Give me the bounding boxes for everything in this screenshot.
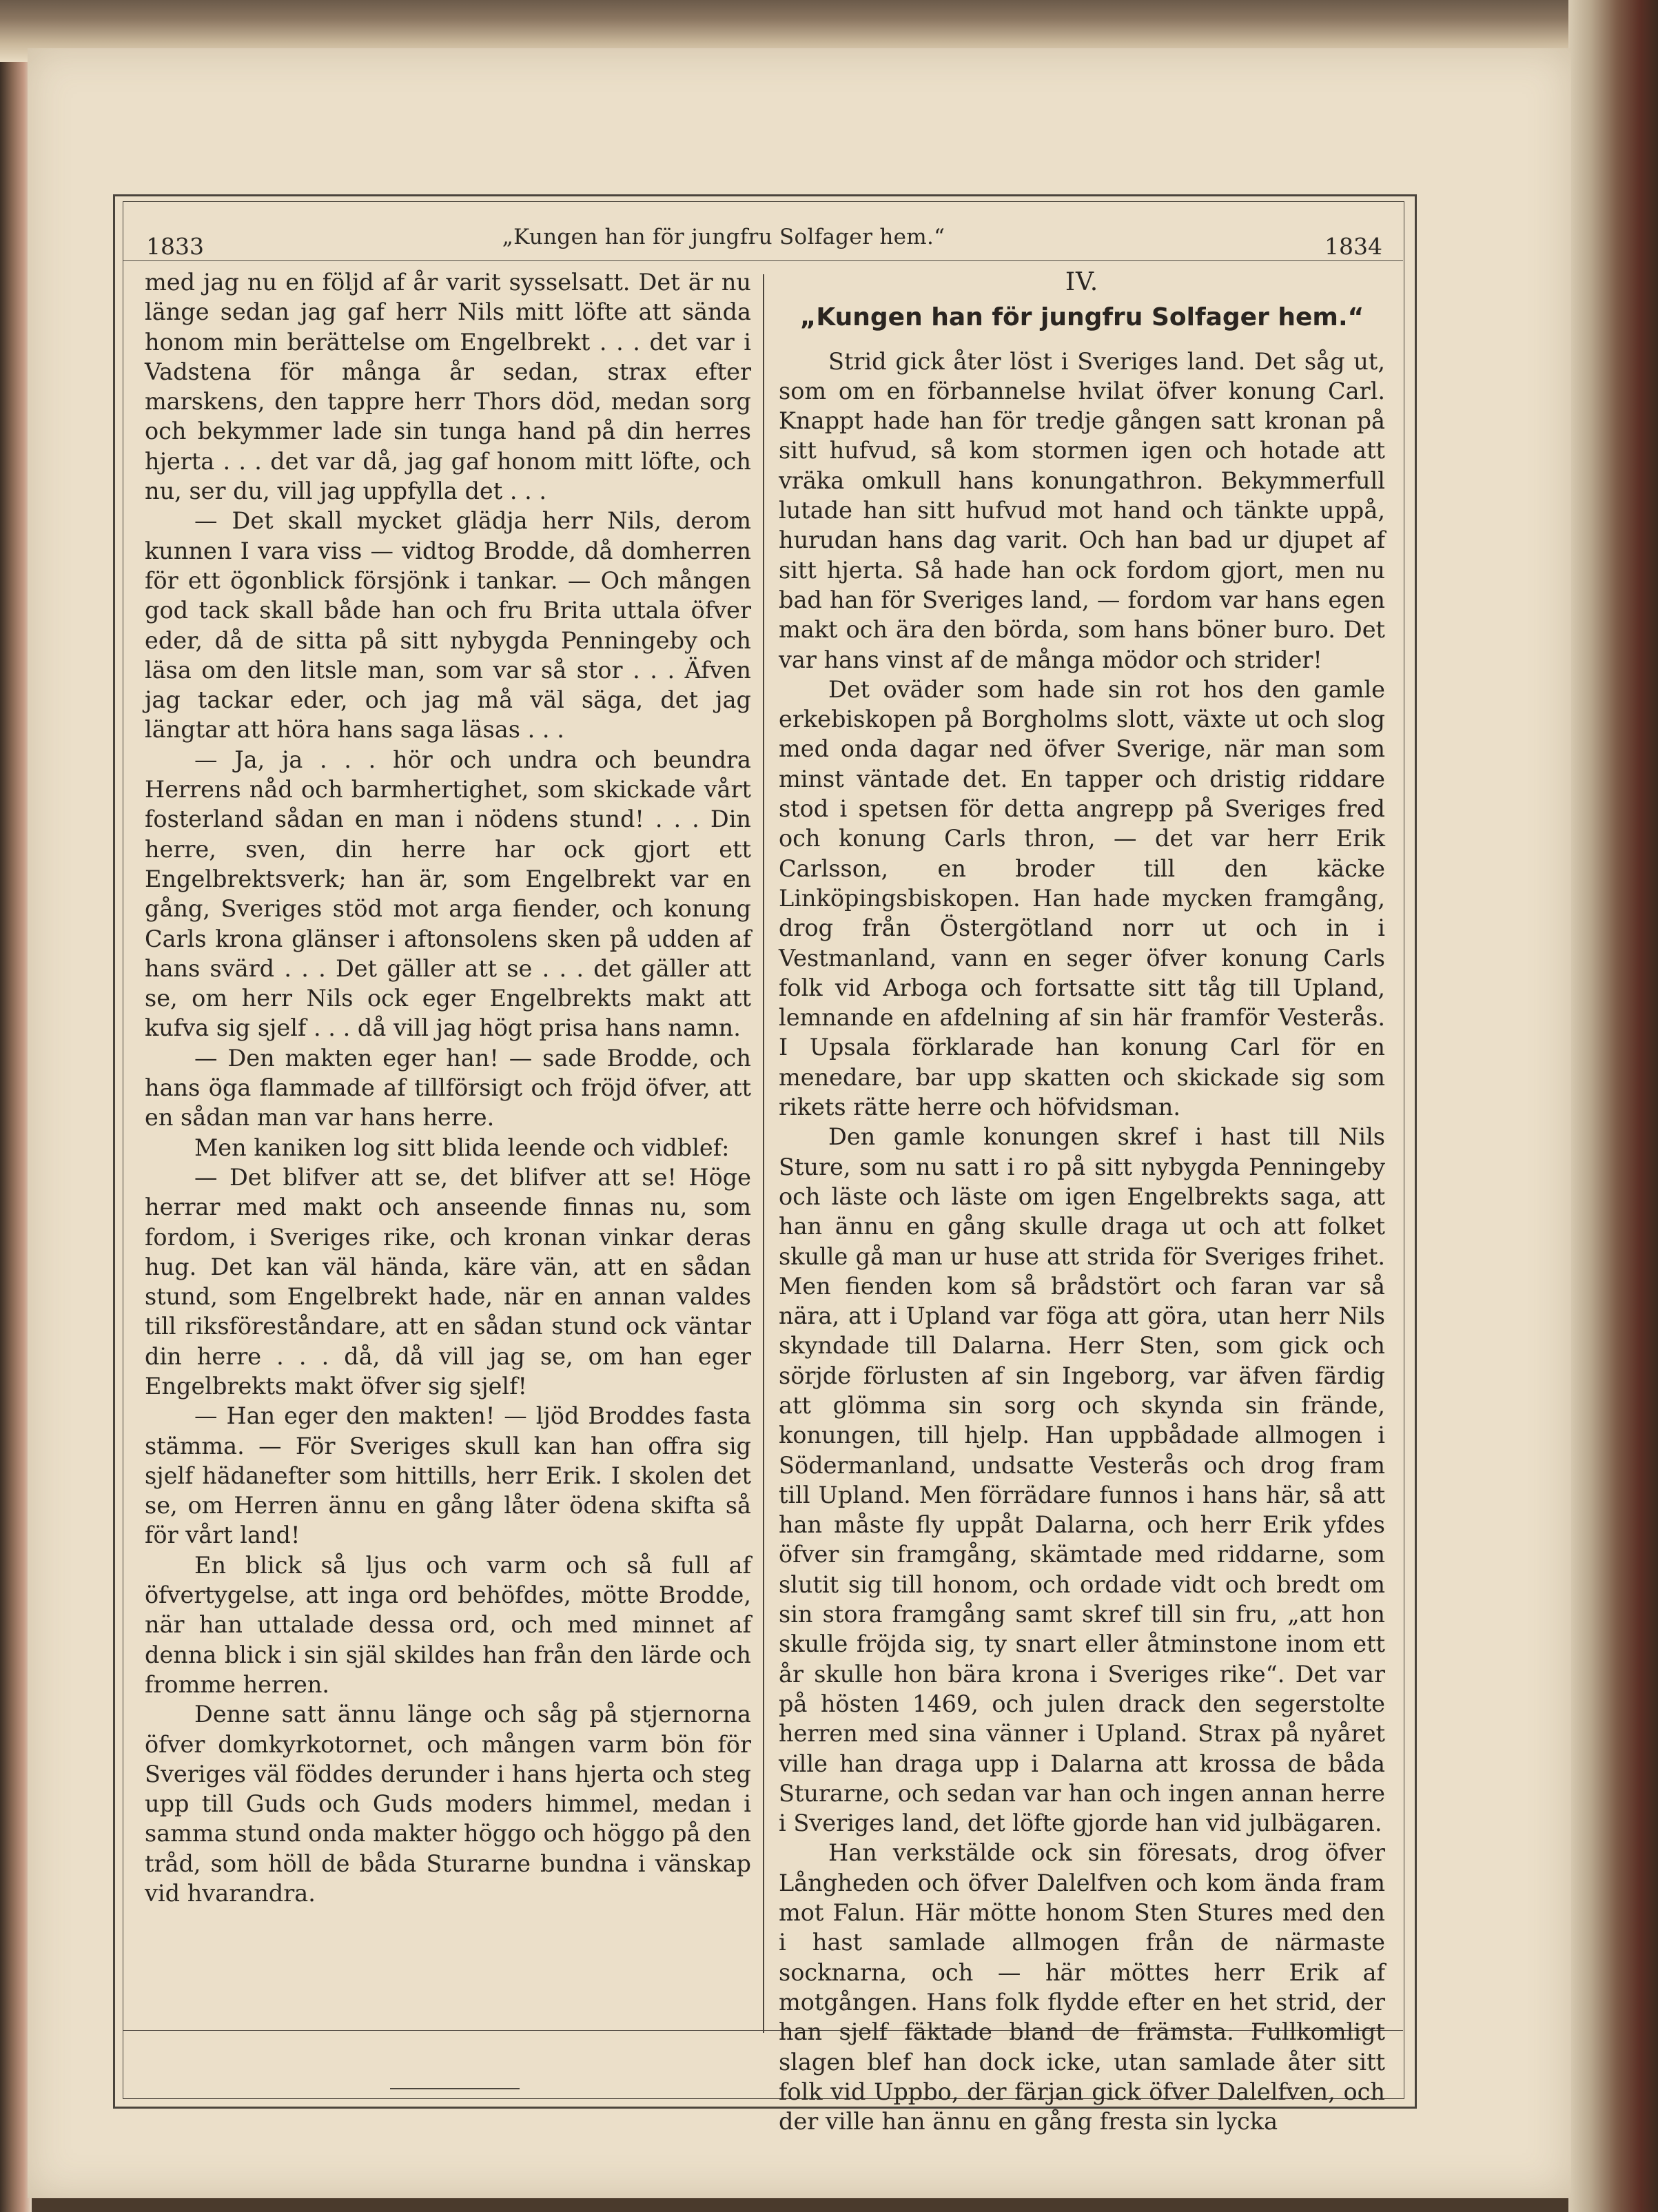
paragraph: Men kaniken log sitt blida leende och vidblef: bbox=[194, 1134, 730, 1161]
left-column bbox=[145, 267, 751, 1908]
page-number-left: 1833 bbox=[146, 233, 204, 260]
running-title: „Kungen han för jungfru Solfager hem.“ bbox=[502, 225, 945, 249]
paragraph: Det oväder som hade sin rot hos den gamle erkebiskopen på Borgholms slott, växte ut och slog med onda dagar ned öfver Sverige, när man som minst väntade det. En tapper och dristig riddare stod i spetsen för detta angrepp på Sveriges fred och konung Carls thron, — det var herr Erik Carlsson, en broder till den käcke Linköpingsbiskopen. Han hade mycken framgång, drog från Östergötland norr ut och in i Vestmanland, vann en seger öfver konung Carls folk vid Arboga och fortsatte sitt tåg till Upland, lemnande en afdelning af sin här framför Vesterås. I Upsala förklarade han konung Carl för en menedare, bar upp skatten och skickade sig som rikets rätte herre och höfvidsman. bbox=[779, 675, 1385, 1121]
paragraph: — Det skall mycket glädja herr Nils, derom kunnen I vara viss — vidtog Brodde, då domherren för ett ögonblick försjönk i tankar. — Och mången god tack skall både han och fru Brita uttala öfver eder, då de sitta på sitt nybygda Penningeby och läsa om den litsle man, som var så stor . . . Äfven jag tackar eder, och jag må väl säga, det jag längtar att höra hans saga läsas . . . bbox=[145, 507, 751, 744]
paragraph: En blick så ljus och varm och så full af öfvertygelse, att inga ord behöfdes, mötte Brodde, när han uttalade dessa ord, och med minnet af denna blick i sin själ skildes han från den lärde och fromme herren. bbox=[145, 1551, 751, 1698]
paragraph: Strid gick åter löst i Sveriges land. Det såg ut, som om en förbannelse hvilat öfver konung Carl. Knappt hade han för tredje gången satt kronan på sitt hufvud, så kom stormen igen och hotade att vräka omkull hans konungathron. Bekymmerfull lutade han sitt hufvud mot hand och tänkte uppå, hurudan hans dag varit. Och han bad ur djupet af sitt hjerta. Så hade han ock fordom gjort, men nu bad han för Sveriges land, — fordom var hans egen makt och ära den börda, som hans böner buro. Det var hans vinst af de många mödor och strider! bbox=[779, 347, 1385, 673]
section-end-rule bbox=[390, 2088, 520, 2089]
paragraph: — Han eger den makten! — ljöd Broddes fasta stämma. — För Sveriges skull kan han offra sig sjelf hädanefter som hittills, herr Erik. I skolen det se, om Herren ännu en gång låter ödena skifta så för vårt land! bbox=[145, 1402, 751, 1549]
paragraph: med jag nu en följd af år varit sysselsatt. Det är nu länge sedan jag gaf herr Nils mitt löfte att sända honom min berättelse om Engelbrekt . . . det var i Vadstena för många år sedan, strax efter marskens, den tappre herr Thors död, medan sorg och bekymmer lade sin tunga hand på din herres hjerta . . . det var då, jag gaf honom mitt löfte, och nu, ser du, vill jag uppfylla det . . . bbox=[145, 269, 751, 505]
chapter-title: „Kungen han för jungfru Solfager hem.“ bbox=[799, 303, 1364, 332]
column-divider bbox=[763, 274, 764, 2033]
right-column bbox=[779, 267, 1385, 2136]
paragraph: — Ja, ja . . . hör och undra och beundra Herrens nåd och barmhertighet, som skickade vårt fosterland sådan en man i nödens stund! . . . Din herre, sven, din herre har ock gjort ett Engelbrektsverk; han är, som Engelbrekt var en gång, Sveriges stöd mot arga fiender, och konung Carls krona glänser i aftonsolens sken på udden af hans svärd . . . Det gäller att se . . . det gäller att se, om herr Nils ock eger Engelbrekts makt att kufva sig sjelf . . . då vill jag högt prisa hans namn. bbox=[145, 746, 751, 1042]
chapter-number: IV. bbox=[1065, 268, 1099, 296]
paragraph: — Den makten eger han! — sade Brodde, och hans öga flammade af tillförsigt och fröjd öfver, att en sådan man var hans herre. bbox=[145, 1044, 751, 1131]
header-rule bbox=[123, 260, 1403, 261]
page-number-right: 1834 bbox=[1324, 233, 1382, 260]
paragraph: — Det blifver att se, det blifver att se! Höge herrar med makt och anseende finnas nu, som fordom, i Sveriges rike, och kronan vinkar deras hug. Det kan väl hända, käre vän, att en sådan stund, som Engelbrekt hade, när en annan valdes till riksföreståndare, att en sådan stund ock väntar din herre . . . då, då vill jag se, om han eger Engelbrekts makt öfver sig sjelf! bbox=[145, 1163, 751, 1400]
book-edge-right bbox=[1568, 0, 1658, 2212]
paragraph: Han verkstälde ock sin föresats, drog öfver Långheden och öfver Dalelfven och kom ända fram mot Falun. Här mötte honom Sten Stures med den i hast samlade allmogen från de närmaste socknarna, och — här möttes herr Erik af motgången. Hans folk flydde efter en het strid, der han sjelf fäktade bland de främsta. Fullkomligt slagen blef han dock icke, utan samlade åter sitt folk vid Uppbo, der färjan gick öfver Dalelfven, och der ville han ännu en gång fresta sin lycka bbox=[779, 1839, 1385, 2136]
paragraph: Denne satt ännu länge och såg på stjernorna öfver domkyrkotornet, och mången varm bön för Sveriges väl föddes derunder i hans hjerta och steg upp till Guds och Guds moders himmel, medan i samma stund onda makter höggo och höggo på den tråd, som höll de båda Sturarne bundna i vänskap vid hvarandra. bbox=[145, 1701, 751, 1907]
paragraph: Den gamle konungen skref i hast till Nils Sture, som nu satt i ro på sitt nybygda Penningeby och läste och läste om igen Engelbrekts saga, att han ännu en gång skulle draga ut och att folket skulle gå man ur huse att strida för Sveriges frihet. Men fienden kom så brådstört och faran var så nära, att i Upland var föga att göra, utan herr Nils skyndade till Dalarna. Herr Sten, som gick och sörjde förlusten af sin Ingeborg, var äfven färdig att glömma sin sorg och skynda sin frände, konungen, till hjelp. Han uppbådade allmogen i Södermanland, undsatte Vesterås och drog fram till Upland. Men förrädare funnos i hans här, så att han måste fly uppåt Dalarna, och herr Erik yfdes öfver sin framgång, skämtade med riddarne, som slutit sig till honom, och ordade vidt och bredt om sin stora framgång samt skref till sin fru, „att hon skulle fröjda sig, ty snart eller åtminstone inom ett år skulle hon bära krona i Sveriges rike“. Det var på hösten 1469, och julen drack den segerstolte herren med sina vänner i Upland. Strax på nyåret ville han draga upp i Dalarna att krossa de båda Sturarne, och sedan var han och ingen annan herre i Sveriges land, det löfte gjorde han vid julbägaren. bbox=[779, 1123, 1385, 1837]
